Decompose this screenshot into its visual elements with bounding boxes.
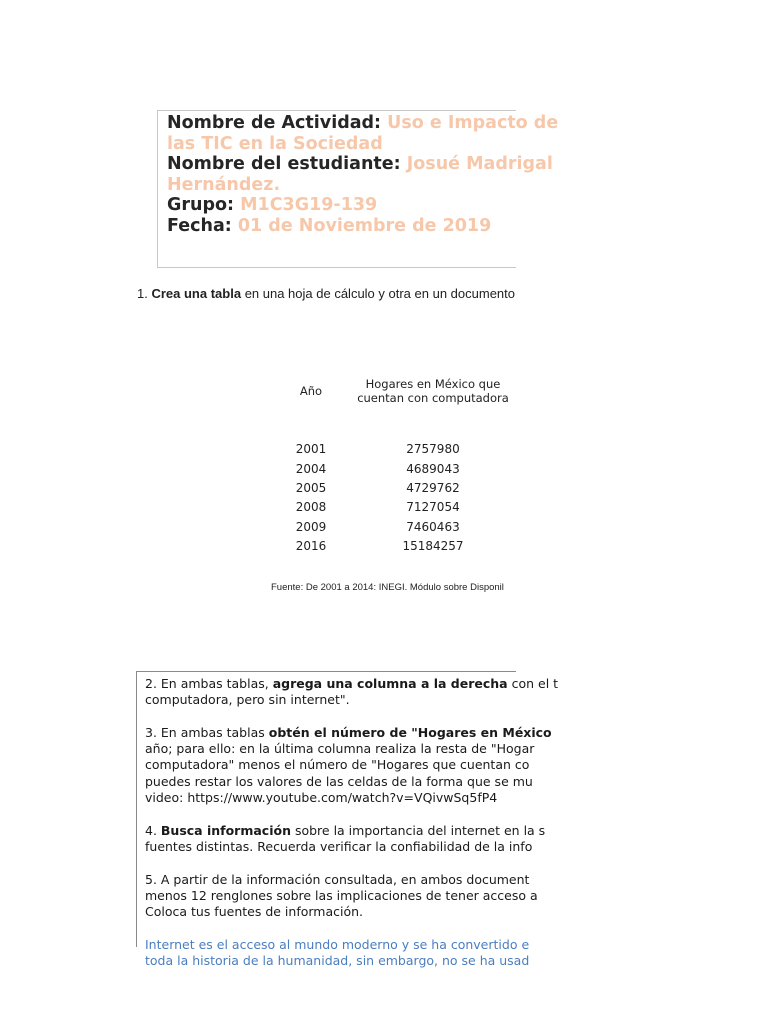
table-header-households-line2: cuentan con computadora: [357, 391, 509, 405]
answer-line-1: Internet es el acceso al mundo moderno y se ha convertido e: [145, 936, 530, 952]
instruction-2-bold: agrega una columna a la derecha: [272, 676, 508, 691]
paragraph-gap: [145, 920, 517, 936]
instruction-2-line-2: computadora, pero sin internet".: [145, 692, 350, 708]
table-cell-value: 7127054: [406, 500, 460, 514]
table-cell-year: 2001: [295, 442, 327, 456]
instruction-1: [137, 286, 516, 302]
answer-line-2: toda la historia de la humanidad, sin embargo, no se ha usad: [145, 953, 530, 969]
table-row: [280, 460, 516, 479]
instruction-1-number: 1.: [137, 286, 148, 301]
activity-header: [167, 113, 559, 236]
table-row: [280, 498, 516, 517]
group-label: Grupo:: [167, 195, 235, 215]
table-cell-value: 7460463: [406, 519, 460, 534]
table-cell-year: 2005: [295, 481, 327, 495]
date-label: Fecha:: [167, 215, 232, 236]
table-row: [280, 440, 516, 459]
table-header-households: [352, 377, 514, 405]
instruction-2-line-1: [145, 676, 559, 692]
table-header-year: Año: [299, 384, 323, 398]
student-name-line: [167, 154, 553, 175]
activity-value: Uso e Impacto de: [387, 113, 559, 133]
table-cell-year: 2004: [295, 461, 327, 476]
instruction-3-line-4: puedes restar los valores de las celdas de la forma que se mu: [145, 773, 533, 789]
instruction-3-line-2: año; para ello: en la última columna realiza la resta de "Hogar: [145, 741, 535, 757]
instruction-5-line-2: menos 12 renglones sobre las implicaciones de tener acceso a: [145, 887, 538, 903]
instruction-5-line-1: 5. A partir de la información consultada, en ambos document: [145, 871, 530, 887]
activity-value-continued: las TIC en la Sociedad: [167, 133, 383, 154]
paragraph-gap: [145, 855, 517, 871]
instruction-4-text: sobre la importancia del internet en la s: [290, 822, 546, 838]
instruction-3-line-3: computadora" menos el número de "Hogares que cuentan co: [145, 757, 530, 773]
table-header-households-line1: Hogares en México que: [365, 377, 501, 391]
table-cell-value: 4729762: [406, 481, 460, 495]
date-value: 01 de Noviembre de 2019: [237, 215, 492, 236]
instruction-2-text: 2. En ambas tablas,: [145, 676, 273, 691]
instruction-3-bold: obtén el número de "Hogares en México: [268, 724, 552, 740]
table-cell-value: 4689043: [406, 461, 460, 476]
instruction-3-text: 3. En ambas tablas: [145, 724, 269, 740]
table-cell-value: 15184257: [402, 539, 464, 553]
instructions-box: [136, 671, 559, 969]
table-cell-year: 2009: [295, 519, 327, 534]
instruction-1-rest: en una hoja de cálculo y otra en un documento: [244, 286, 515, 301]
instruction-4-line-1: [145, 822, 546, 839]
instruction-2-text-end: con el t: [507, 676, 559, 691]
date-line: [167, 216, 512, 237]
paragraph-gap: [145, 709, 517, 725]
group-value: M1C3G19-139: [240, 195, 378, 215]
student-value: Josué Madrigal: [406, 154, 553, 174]
instructions-text: [145, 676, 559, 969]
instruction-4-number: 4.: [145, 822, 161, 838]
table-cell-year: 2008: [295, 500, 327, 514]
instruction-1-bold: Crea una tabla: [151, 286, 242, 301]
table-cell-year: 2016: [295, 539, 327, 553]
group-line: [167, 195, 512, 216]
activity-header-box: [157, 110, 559, 268]
paragraph-gap: [145, 806, 517, 822]
instruction-4-line-2: fuentes distintas. Recuerda verificar la confiabilidad de la info: [145, 838, 533, 854]
table-source-note: Fuente: De 2001 a 2014: INEGI. Módulo sobre Disponil: [271, 582, 504, 593]
student-value-continued: Hernández.: [167, 174, 281, 195]
activity-label: Nombre de Actividad:: [167, 113, 382, 133]
instruction-4-bold: Busca información: [160, 822, 291, 838]
table-cell-value: 2757980: [406, 442, 460, 456]
student-label: Nombre del estudiante:: [167, 154, 401, 174]
instruction-3-line-1: [145, 724, 552, 741]
instruction-3-video-link[interactable]: video: https://www.youtube.com/watch?v=VQivwSq5fP4: [145, 790, 498, 806]
table-row: [280, 537, 516, 556]
activity-name-line: [167, 113, 559, 134]
table-row: [280, 479, 516, 498]
table-row: [280, 518, 516, 537]
instruction-5-line-3: Coloca tus fuentes de información.: [145, 904, 364, 920]
